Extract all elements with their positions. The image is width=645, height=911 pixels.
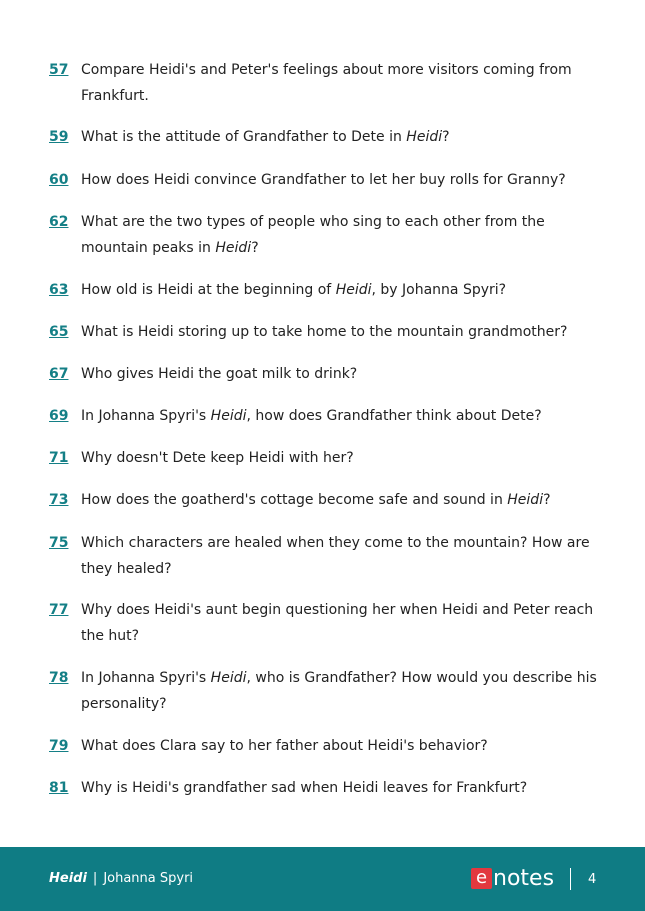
enotes-logo[interactable] bbox=[471, 868, 554, 892]
question-item bbox=[49, 277, 609, 303]
page-link[interactable]: 71 bbox=[49, 450, 69, 466]
footer-title bbox=[49, 871, 193, 887]
question-item bbox=[49, 487, 609, 513]
page-link[interactable]: 62 bbox=[49, 214, 69, 230]
footer-bar bbox=[0, 847, 645, 911]
page-link[interactable]: 77 bbox=[49, 602, 69, 618]
page-link[interactable]: 81 bbox=[49, 780, 69, 796]
page-link[interactable]: 60 bbox=[49, 172, 69, 188]
footer-divider bbox=[570, 868, 571, 890]
logo-wordmark: notes bbox=[493, 866, 555, 891]
page-link[interactable]: 57 bbox=[49, 62, 69, 78]
page-number: 4 bbox=[588, 872, 597, 887]
question-item bbox=[49, 319, 609, 345]
question-text: Compare Heidi's and Peter's feelings about more visitors coming from Frankfurt. bbox=[81, 62, 572, 104]
question-item bbox=[49, 445, 609, 471]
page-link[interactable]: 69 bbox=[49, 408, 69, 424]
page-link[interactable]: 79 bbox=[49, 738, 69, 754]
question-text: In Johanna Spyri's Heidi, who is Grandfather? How would you describe his personality? bbox=[81, 670, 597, 712]
question-text: What does Clara say to her father about Heidi's behavior? bbox=[81, 738, 488, 754]
question-text: How old is Heidi at the beginning of Heidi, by Johanna Spyri? bbox=[81, 282, 507, 298]
question-text: How does the goatherd's cottage become safe and sound in Heidi? bbox=[81, 492, 551, 508]
question-text: Who gives Heidi the goat milk to drink? bbox=[81, 366, 358, 382]
question-text: What is Heidi storing up to take home to the mountain grandmother? bbox=[81, 324, 568, 340]
page-link[interactable]: 65 bbox=[49, 324, 69, 340]
book-title: Heidi bbox=[49, 871, 87, 886]
page-link[interactable]: 75 bbox=[49, 535, 69, 551]
logo-e-icon: e bbox=[471, 868, 492, 889]
question-text: How does Heidi convince Grandfather to let her buy rolls for Granny? bbox=[81, 172, 566, 188]
question-item bbox=[49, 775, 609, 801]
question-item bbox=[49, 167, 609, 193]
page-link[interactable]: 59 bbox=[49, 129, 69, 145]
question-text: Which characters are healed when they come to the mountain? How are they healed? bbox=[81, 535, 590, 577]
question-text: What is the attitude of Grandfather to Dete in Heidi? bbox=[81, 129, 450, 145]
question-item bbox=[49, 597, 609, 649]
page-link[interactable]: 78 bbox=[49, 670, 69, 686]
title-separator: | bbox=[92, 871, 98, 886]
question-item bbox=[49, 57, 609, 109]
question-item bbox=[49, 403, 609, 429]
question-text: What are the two types of people who sing to each other from the mountain peaks in Heidi? bbox=[81, 214, 545, 256]
question-text: Why doesn't Dete keep Heidi with her? bbox=[81, 450, 354, 466]
author-name: Johanna Spyri bbox=[103, 871, 194, 886]
page-link[interactable]: 67 bbox=[49, 366, 69, 382]
question-item bbox=[49, 530, 609, 582]
question-item bbox=[49, 209, 609, 261]
question-text: Why is Heidi's grandfather sad when Heidi leaves for Frankfurt? bbox=[81, 780, 528, 796]
question-text: Why does Heidi's aunt begin questioning her when Heidi and Peter reach the hut? bbox=[81, 602, 594, 644]
question-item bbox=[49, 665, 609, 717]
question-item bbox=[49, 733, 609, 759]
question-text: In Johanna Spyri's Heidi, how does Grandfather think about Dete? bbox=[81, 408, 542, 424]
question-item bbox=[49, 124, 609, 150]
page-link[interactable]: 73 bbox=[49, 492, 69, 508]
page-link[interactable]: 63 bbox=[49, 282, 69, 298]
question-item bbox=[49, 361, 609, 387]
